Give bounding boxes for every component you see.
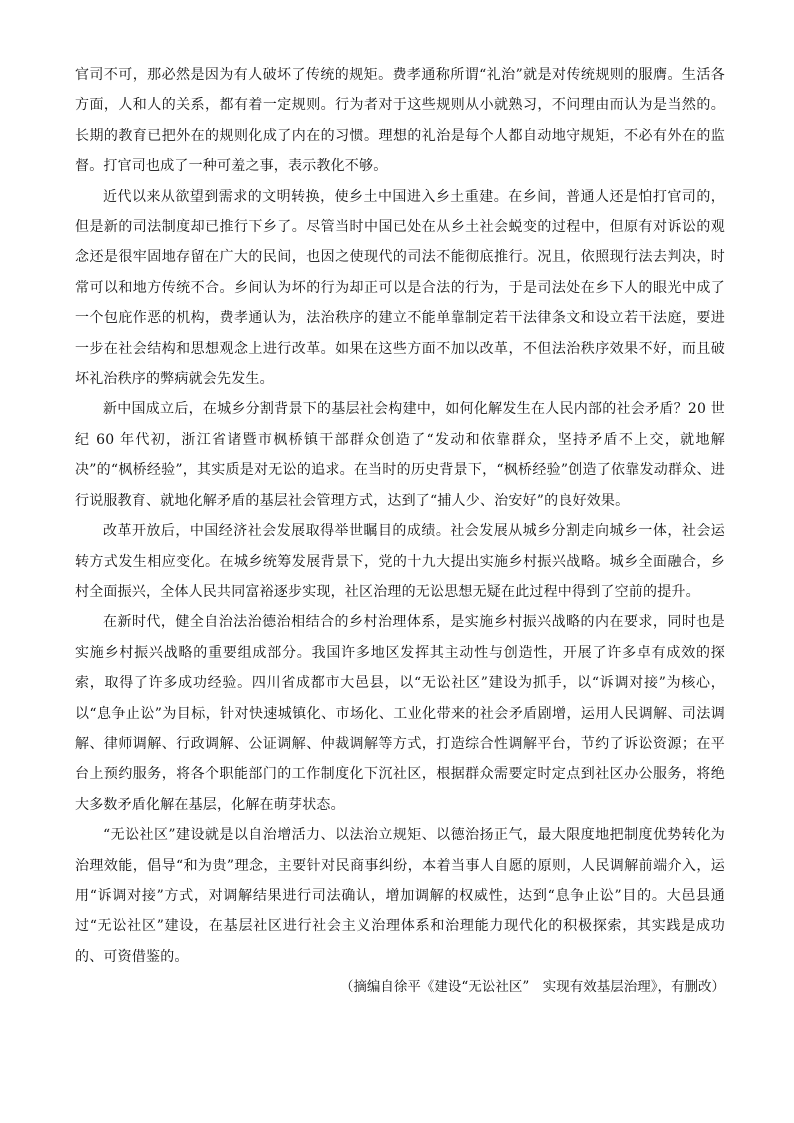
paragraph-5: 在新时代，健全自治法治德治相结合的乡村治理体系，是实施乡村振兴战略的内在要求，同时也是实施乡村振兴战略的重要组成部分。我国许多地区发挥其主动性与创造性，开展了许多卓有成效的探索，取得了许多成功经验。四川省成都市大邑县，以“无讼社区”建设为抓手，以“诉调对接”为核心，以“息争止讼”为目标，针对快速城镇化、市场化、工业化带来的社会矛盾剧增，运用人民调解、司法调解、律师调解、行政调解、公证调解、仲裁调解等方式，打造综合性调解平台，节约了诉讼资源；在平台上预约服务，将各个职能部门的工作制度化下沉社区，根据群众需要定时定点到社区办公服务，将绝大多数矛盾化解在基层，化解在萌芽状态。 <box>75 614 725 813</box>
paragraph-3: 新中国成立后，在城乡分割背景下的基层社会构建中，如何化解发生在人民内部的社会矛盾？20 世纪 60 年代初，浙江省诸暨市枫桥镇干部群众创造了“发动和依靠群众，坚持矛盾不上交，就地解决”的“枫桥经验”，其实质是对无讼的追求。在当时的历史背景下，“枫桥经验”创造了依靠发动群众、进行说服教育、就地化解矛盾的基层社会管理方式，达到了“捕人少、治安好”的良好效果。 <box>75 401 725 509</box>
paragraph-4: 改革开放后，中国经济社会发展取得举世瞩目的成绩。社会发展从城乡分割走向城乡一体，社会运转方式发生相应变化。在城乡统筹发展背景下，党的十九大提出实施乡村振兴战略。城乡全面融合，乡村全面振兴，全体人民共同富裕逐步实现，社区治理的无讼思想无疑在此过程中得到了空前的提升。 <box>75 523 725 600</box>
source-citation: （摘编自徐平《建设“无讼社区” 实现有效基层治理》，有删改） <box>339 979 725 996</box>
paragraph-1: 官司不可，那必然是因为有人破坏了传统的规矩。费孝通称所谓“礼治”就是对传统规则的服膺。生活各方面，人和人的关系，都有着一定规则。行为者对于这些规则从小就熟习，不问理由而认为是当然的。长期的教育已把外在的规则化成了内在的习惯。理想的礼治是每个人都自动地守规矩，不必有外在的监督。打官司也成了一种可羞之事，表示教化不够。 <box>75 67 725 175</box>
paragraph-2: 近代以来从欲望到需求的文明转换，使乡土中国进入乡土重建。在乡间，普通人还是怕打官司的，但是新的司法制度却已推行下乡了。尽管当时中国已处在从乡土社会蜕变的过程中，但原有对诉讼的观念还是很牢固地存留在广大的民间，也因之使现代的司法不能彻底推行。况且，依照现行法去判决，时常可以和地方传统不合。乡间认为坏的行为却正可以是合法的行为，于是司法处在乡下人的眼光中成了一个包庇作恶的机构，费孝通认为，法治秩序的建立不能单靠制定若干法律条文和设立若干法庭，要进一步在社会结构和思想观念上进行改革。如果在这些方面不加以改革，不但法治秩序效果不好，而且破坏礼治秩序的弊病就会先发生。 <box>75 188 725 388</box>
paragraph-6: “无讼社区”建设就是以自治增活力、以法治立规矩、以德治扬正气，最大限度地把制度优势转化为治理效能，倡导“和为贵”理念，主要针对民商事纠纷，本着当事人自愿的原则，人民调解前端介入，运用“诉调对接”方式，对调解结果进行司法确认，增加调解的权威性，达到“息争止讼”目的。大邑县通过“无讼社区”建设，在基层社区进行社会主义治理体系和治理能力现代化的积极探索，其实践是成功的、可资借鉴的。 <box>75 827 725 965</box>
article-body <box>75 60 725 1002</box>
